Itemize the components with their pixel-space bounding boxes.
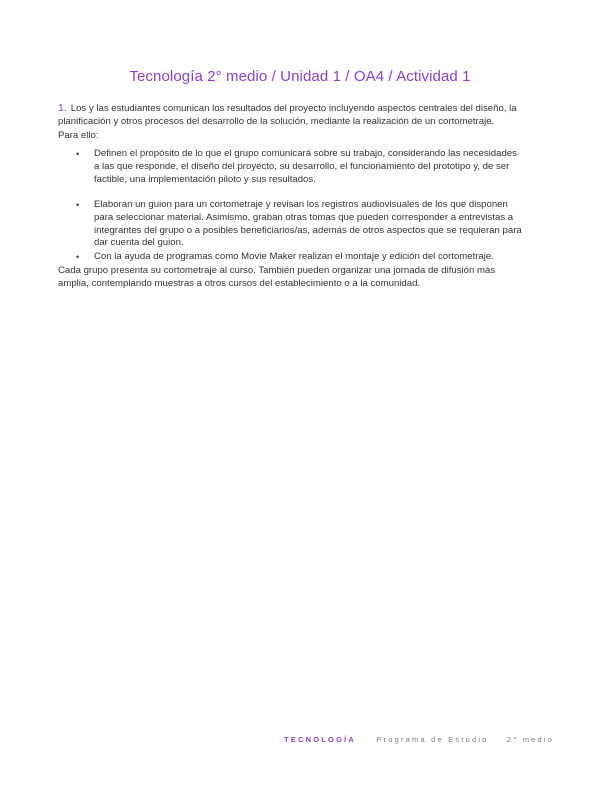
closing-paragraph: Cada grupo presenta su cortometraje al curso. También pueden organizar una jornada de difusión más amplia, contemplando muestras a otros cursos del establecimiento o a la comunidad. <box>58 265 496 289</box>
page-title: Tecnología 2° medio / Unidad 1 / OA4 / Actividad 1 <box>129 68 471 85</box>
bullet-marker: • <box>76 252 80 262</box>
footer-grade: 2° medio <box>506 735 555 744</box>
list-item-text: Con la ayuda de programas como Movie Maker realizan el montaje y edición del cortometraje. <box>94 251 494 262</box>
intro-text: Los y las estudiantes comunican los resultados del proyecto incluyendo aspectos centrales del diseño, la planificación y otros procesos del desarrollo de la solución, mediante la realización de un cortometraje. <box>58 103 517 127</box>
bullet-marker: • <box>76 149 80 159</box>
para-label: Para ello: <box>58 130 99 141</box>
list-item-text: Elaboran un guion para un cortometraje y revisan los registros audiovisuales de los que disponen para seleccionar material. Asimismo, graban otras tomas que pueden corresponder a entrevistas a integrantes del grupo o a posibles beneficiarios/as, además de otros aspectos que se requieran para dar cuenta del guion. <box>94 199 522 249</box>
footer-subject: TECNOLOGÍA <box>284 735 356 744</box>
page-footer <box>284 735 584 744</box>
bullet-marker: • <box>76 200 80 210</box>
activity-number: 1. <box>58 102 67 114</box>
footer-program: Programa de Estudio <box>376 735 489 744</box>
intro-paragraph <box>58 102 528 129</box>
list-item-text: Definen el propósito de lo que el grupo comunicará sobre su trabajo, considerando las necesidades a las que responde, el diseño del proyecto, su desarrollo, el funcionamiento del prototipo y, de ser factible, una implementación piloto y sus resultados. <box>94 148 517 185</box>
